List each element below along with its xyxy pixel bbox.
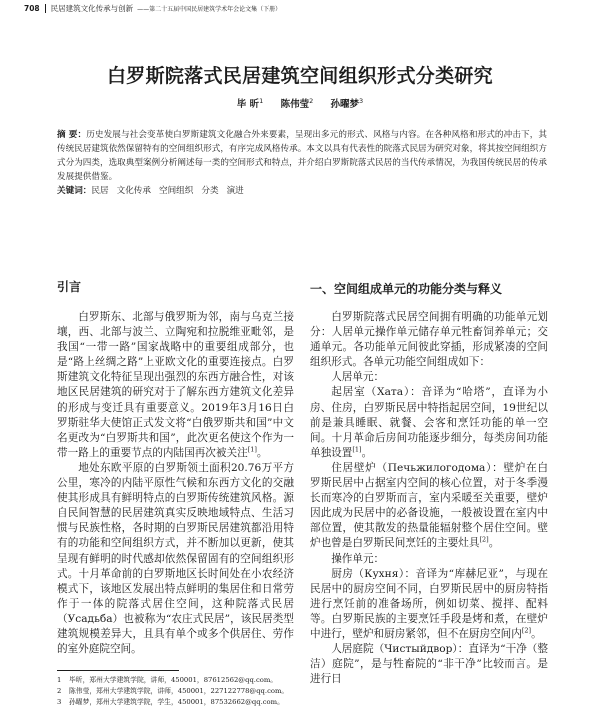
footnote-text: 陈伟莹，郑州大学建筑学院，讲师，450001，227122778@qq.com。	[69, 687, 289, 695]
paragraph-text: 人居单元：	[331, 371, 385, 384]
keyword: 民居	[91, 186, 109, 196]
abstract-text: 历史发展与社会变革使白罗斯建筑文化融合外来要素，呈现出多元的形式、风格与内容。在各种风格和形式的冲击下，其传统民居建筑依然保留特有的空间组织形式，有序完成风格传承。本文以具有代表性的院落式民居为研究对象，将其按空间组织方式分为四类，选取典型案例分析阐述每一类的空间形式和特点，并介绍白罗斯院落式民居的当代传承情况，为我国传统民居的传承发展提供借鉴。	[57, 130, 547, 182]
left-column	[57, 279, 294, 661]
intro-paragraph	[57, 461, 294, 657]
running-title: 民居建筑文化传承与创新	[50, 4, 134, 13]
citation-ref: [2]	[521, 626, 532, 635]
unit-label	[310, 370, 548, 385]
paragraph-text: 起居室（Хата）：音译为“哈塔”，直译为小房、住房，白罗斯民居中特指起居空间，19世纪以前是兼具睡眠、就餐、会客和烹饪功能的单一空间。十月革命后房间功能逐步细分，每类房间功能单独设置	[310, 386, 548, 459]
paragraph-tail: 。	[531, 627, 542, 640]
footnote-rule	[57, 670, 179, 671]
paragraph-text: 操作单元：	[331, 552, 385, 565]
footnote	[57, 686, 547, 697]
paragraph-tail: 。	[361, 446, 373, 459]
proceedings-title: ——第二十五届中国民居建筑学术年会论文集（下册）	[137, 6, 282, 13]
paragraph-text: 白罗斯东、北部与俄罗斯为邻，南与乌克兰接壤，西、北部与波兰、立陶宛和拉脱维亚毗邻，是我国“一带一路”国家战略中的重要组成部分，也是“路上丝绸之路”上亚欧文化的重要连接点。白罗斯建筑文化特征呈现出强烈的东西方融合性，对该地区民居建筑的研究对于了解东西方建筑文化差异的形成与变迁具有重要意义。2019年3月16日白罗斯驻华大使馆正式发文将“白俄罗斯共和国”中文名更改为“白罗斯共和国”，此次更名使这个作为一带一路上的重要节点的内陆国再次被关注	[57, 311, 294, 459]
page-number: 708	[24, 4, 46, 13]
running-header	[24, 4, 384, 15]
author-name: 毕 昕	[236, 99, 260, 110]
section-1-heading: 一、空间组成单元的功能分类与释义	[310, 282, 503, 296]
citation-ref: [1]	[352, 445, 362, 454]
author-affiliation-mark: 2	[309, 96, 314, 105]
author-name: 陈伟莹	[280, 99, 310, 110]
author	[330, 96, 364, 110]
abstract-block	[57, 128, 547, 198]
footnote-number: 3	[57, 698, 62, 706]
paragraph-text: 白罗斯院落式民居空间拥有明确的功能单元划分：人居单元操作单元储存单元牲畜饲养单元；交通单元。各功能单元间彼此穿插，形成紧凑的空间组织形式。各单元功能空间组成如下：	[310, 311, 548, 369]
author	[236, 96, 264, 110]
section-paragraph	[310, 567, 548, 642]
section-paragraph	[310, 461, 548, 552]
paragraph-text: 人居庭院（Чистыйдвор）：直译为“干净（整洁）庭院”，是与牲畜院的“非干净”比较而言。是进行日	[310, 643, 548, 686]
author-affiliation-mark: 3	[359, 96, 364, 105]
paper-title: 白罗斯院落式民居建筑空间组织形式分类研究	[106, 65, 493, 87]
intro-heading: 引言	[57, 280, 82, 294]
unit-label	[310, 552, 548, 567]
keyword: 演进	[226, 186, 244, 196]
author-name: 孙曜梦	[330, 99, 360, 110]
footnote-text: 孙曜梦，郑州大学建筑学院，学生，450001，87532662@qq.com。	[69, 698, 284, 706]
footnotes	[57, 675, 547, 708]
keyword: 文化传承	[116, 186, 151, 196]
footnote	[57, 697, 547, 708]
paragraph-tail: 。	[256, 446, 268, 459]
citation-ref: [1]	[247, 445, 257, 454]
paragraph-text: 住居壁炉（Печьжилогодома）：壁炉在白罗斯民居中占据室内空间的核心位置，对于冬季漫长而寒冷的白罗斯而言，室内采暖至关重要，壁炉因此成为民居中的必备设施，一般被设置在室内中部位置，使其散发的热量能辐射整个居住空间。壁炉也曾是白罗斯民间烹饪的主要灶具	[310, 461, 548, 550]
abstract	[57, 128, 547, 184]
keyword: 空间组织	[158, 186, 194, 196]
keywords-label: 关键词：	[57, 186, 92, 196]
footnote-text: 毕昕，郑州大学建筑学院，讲师，450001，87612562@qq.com。	[69, 676, 278, 684]
keyword: 分类	[201, 186, 219, 196]
author	[280, 96, 314, 110]
paragraph-tail: 。	[488, 537, 500, 550]
footnote-number: 1	[57, 676, 62, 684]
intro-paragraph	[57, 310, 294, 461]
author-affiliation-mark: 1	[259, 96, 264, 105]
abstract-label: 摘 要：	[57, 130, 87, 140]
footnote-number: 2	[57, 687, 62, 695]
paragraph-text: 地处东欧平原的白罗斯领土面积20.76万平方公里，寒冷的内陆平原性气候和东西方文化的交融使其形成具有鲜明特点的白罗斯传统建筑风格。源自民间智慧的民居建筑真实反映地域特点、生活习惯与民族性格，各时期的白罗斯民居建筑都沿用特有的功能和空间组织方式，并不断加以更新，使其呈现有鲜明的时代感却依然保留固有的空间组织形式。十月革命前的白罗斯地区长时间处在小农经济模式下，该地区发展出特点鲜明的集居住和日常劳作于一体的院落式居住空间，这种院落式民居（Усадьба）也被称为“农庄式民居”，该民居类型建筑规模差异大，且具有单个或多个供居住、劳作的室外庭院空间。	[57, 461, 294, 656]
right-column	[310, 279, 548, 686]
citation-ref: [2]	[479, 535, 489, 544]
section-paragraph	[310, 385, 548, 460]
footnote	[57, 675, 547, 686]
paragraph-text: 厨房（Кухня）：音译为“库赫尼亚”，与现在民居中的厨房空间不同，白罗斯民居中的厨房特指进行烹饪前的准备场所，例如切菜、搅拌、配料等。白罗斯民族的主要烹饪手段是烤和煮，在壁炉中进行，壁炉和厨房紧邻，但不在厨房空间内	[310, 567, 548, 640]
section-paragraph	[310, 310, 548, 370]
keywords	[57, 184, 547, 198]
author-list	[0, 98, 600, 112]
